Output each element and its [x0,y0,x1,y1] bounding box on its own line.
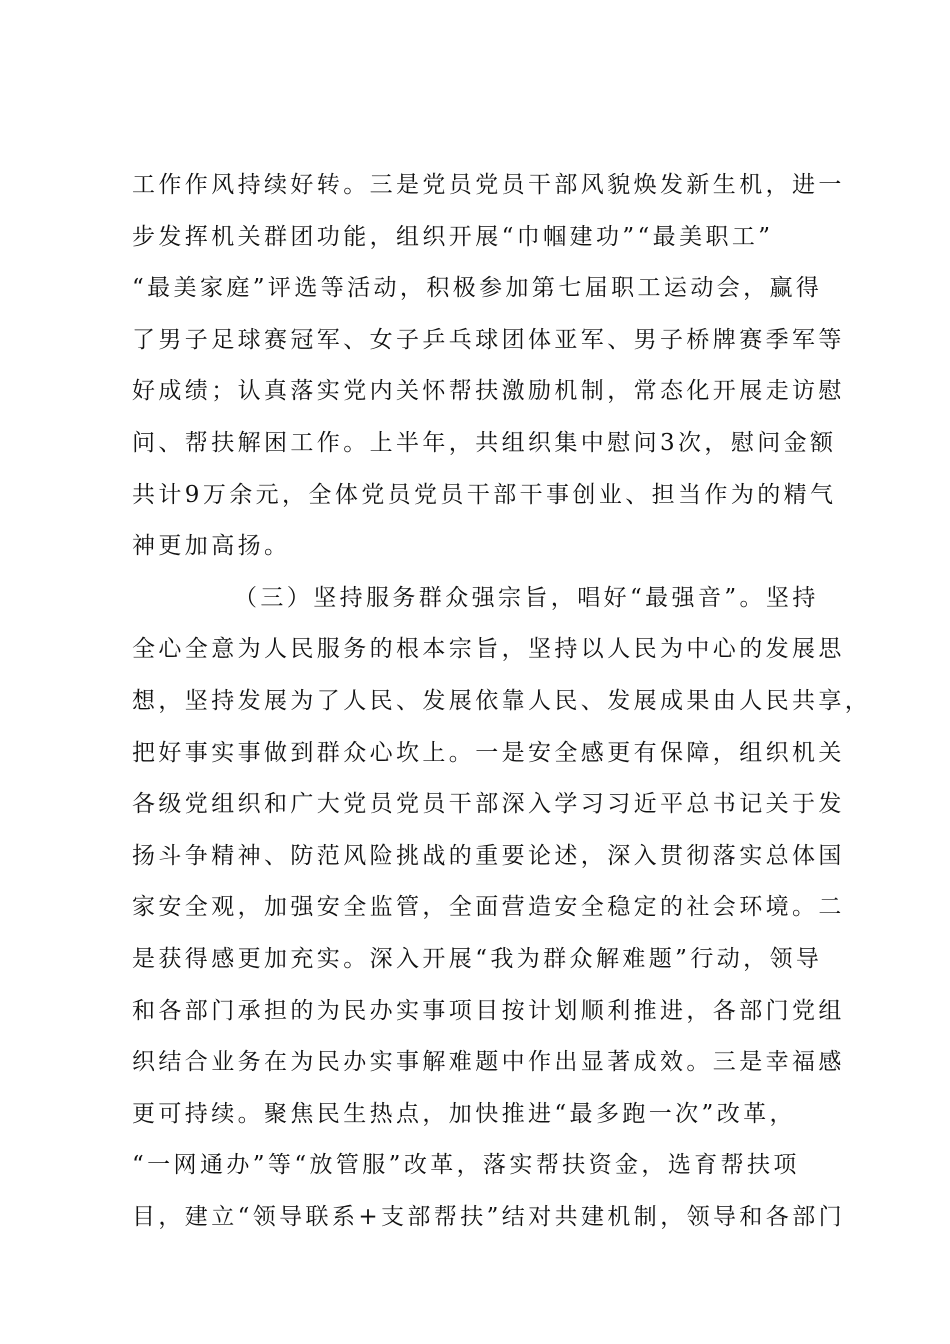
text-line: 问、帮扶解困工作。上半年，共组织集中慰问3次，慰问金额 [132,429,837,456]
text-line: 共计9万余元，全体党员党员干部干事创业、担当作为的精气 [132,481,837,508]
text-line: 更可持续。聚焦民生热点，加快推进“最多跑一次”改革， [132,1100,796,1127]
text-line: 扬斗争精神、防范风险挑战的重要论述，深入贯彻落实总体国 [132,842,845,869]
text-line: 全心全意为人民服务的根本宗旨，坚持以人民为中心的发展思 [132,636,845,663]
text-line: 工作作风持续好转。三是党员党员干部风貌焕发新生机，进一 [132,172,845,198]
section-heading-line: （三）坚持服务群众强宗旨，唱好“最强音”。坚持 [234,584,819,611]
text-line: 把好事实事做到群众心坎上。一是安全感更有保障，组织机关 [132,739,845,766]
text-line: 各级党组织和广大党员党员干部深入学习习近平总书记关于发 [132,791,845,818]
text-line: 了男子足球赛冠军、女子乒乓球团体亚军、男子桥牌赛季军等 [132,326,845,353]
text-line: 家安全观，加强安全监管，全面营造安全稳定的社会环境。二 [132,894,845,921]
text-line: 目，建立“领导联系+支部帮扶”结对共建机制，领导和各部门 [132,1203,845,1230]
text-line: 和各部门承担的为民办实事项目按计划顺利推进，各部门党组 [132,997,845,1024]
text-line: “一网通办”等“放管服”改革，落实帮扶资金，选育帮扶项 [132,1152,800,1179]
text-line: 织结合业务在为民办实事解难题中作出显著成效。三是幸福感 [132,1049,845,1076]
text-line: 想，坚持发展为了人民、发展依靠人民、发展成果由人民共享， [132,687,872,714]
text-line: 好成绩；认真落实党内关怀帮扶激励机制，常态化开展走访慰 [132,378,845,405]
document-body [132,160,872,1243]
text-line: 神更加高扬。 [132,533,291,560]
text-line: 是获得感更加充实。深入开展“我为群众解难题”行动，领导 [132,945,823,972]
text-line: “最美家庭”评选等活动，积极参加第七届职工运动会，赢得 [132,275,823,302]
text-line: 步发挥机关群团功能，组织开展“巾帼建功”“最美职工” [132,223,774,250]
